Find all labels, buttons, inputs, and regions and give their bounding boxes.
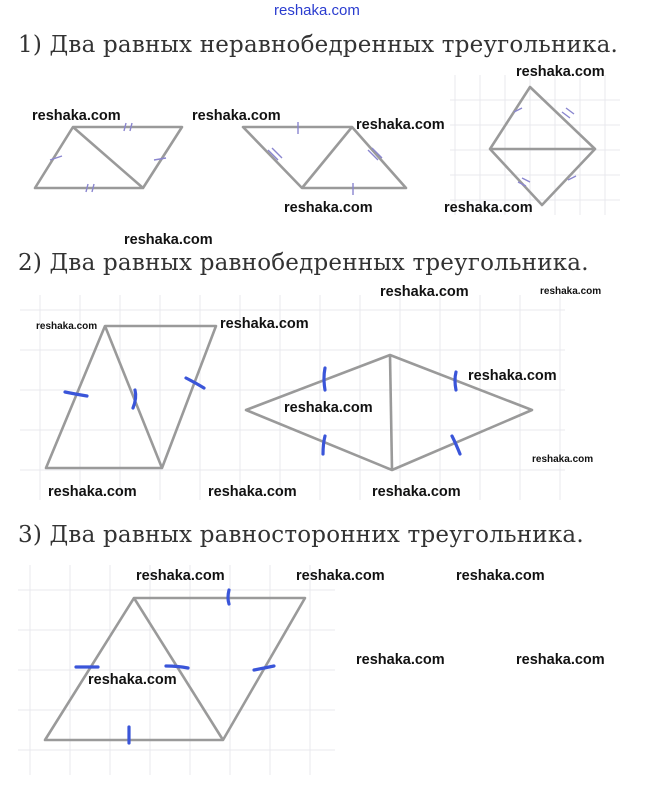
figure-3-parallelogram xyxy=(45,590,305,743)
watermark: reshaka.com xyxy=(380,284,469,300)
watermark: reshaka.com xyxy=(372,484,461,500)
section-2-heading: 2) Два равных равнобедренных треугольника. xyxy=(18,250,589,276)
watermark: reshaka.com xyxy=(516,64,605,80)
watermark: reshaka.com xyxy=(220,316,309,332)
figure-1c-rhombus xyxy=(490,87,595,205)
watermark: reshaka.com xyxy=(356,652,445,668)
grid-background-section-1 xyxy=(450,75,620,215)
grid-background-section-3 xyxy=(18,565,335,775)
watermark: reshaka.com xyxy=(136,568,225,584)
site-link[interactable]: reshaka.com xyxy=(274,2,360,19)
watermark: reshaka.com xyxy=(88,672,177,688)
watermark: reshaka.com xyxy=(456,568,545,584)
watermark: reshaka.com xyxy=(208,484,297,500)
watermark: reshaka.com xyxy=(468,368,557,384)
watermark: reshaka.com xyxy=(48,484,137,500)
watermark: reshaka.com xyxy=(532,454,594,465)
watermark: reshaka.com xyxy=(36,321,98,332)
watermark: reshaka.com xyxy=(284,400,373,416)
section-1-heading: 1) Два равных неравнобедренных треугольника. xyxy=(18,32,619,58)
section-3-heading: 3) Два равных равносторонних треугольника. xyxy=(18,522,584,548)
watermark: reshaka.com xyxy=(516,652,605,668)
watermark: reshaka.com xyxy=(124,232,213,248)
watermark: reshaka.com xyxy=(540,286,602,297)
watermark: reshaka.com xyxy=(356,117,445,133)
watermark: reshaka.com xyxy=(192,108,281,124)
figure-1a-parallelogram xyxy=(35,123,182,192)
figure-2a-parallelogram xyxy=(46,326,216,468)
watermark: reshaka.com xyxy=(296,568,385,584)
watermark: reshaka.com xyxy=(32,108,121,124)
watermark: reshaka.com xyxy=(444,200,533,216)
watermark: reshaka.com xyxy=(284,200,373,216)
